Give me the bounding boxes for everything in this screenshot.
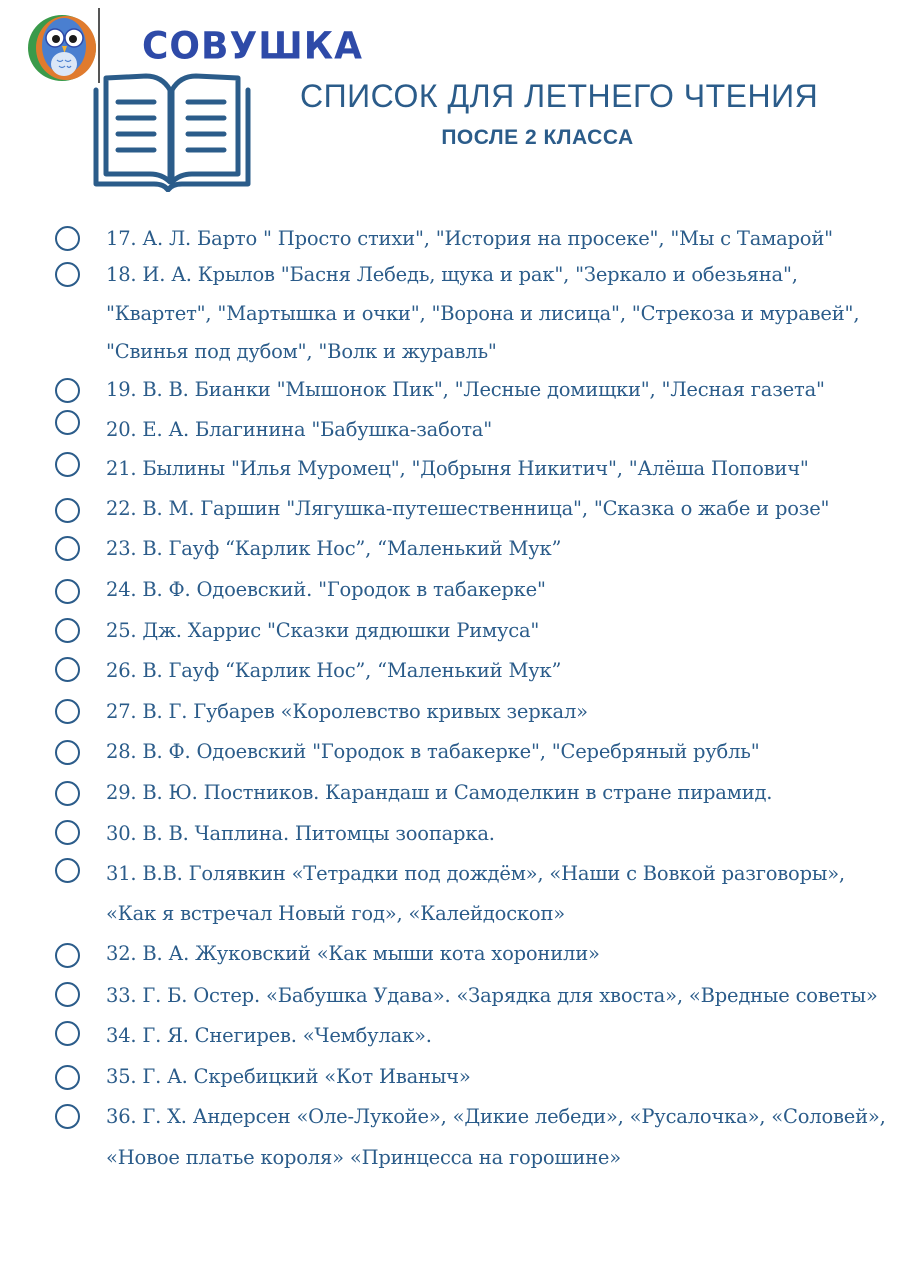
checkbox-circle[interactable]: [55, 226, 80, 251]
list-item-line: 28. В. Ф. Одоевский "Городок в табакерке", "Серебряный рубль": [106, 740, 760, 763]
list-item-line: 18. И. А. Крылов "Басня Лебедь, щука и рак", "Зеркало и обезьяна",: [106, 263, 798, 286]
brand-name: СОВУШКА: [142, 24, 363, 69]
list-item-line: "Квартет", "Мартышка и очки", "Ворона и лисица", "Стрекоза и муравей",: [106, 302, 860, 325]
checkbox-circle[interactable]: [55, 820, 80, 845]
list-item-line: 17. А. Л. Барто " Просто стихи", "История на просеке", "Мы с Тамарой": [106, 227, 833, 250]
list-item-line: «Новое платье короля» «Принцесса на горошине»: [106, 1146, 622, 1169]
list-item-line: 24. В. Ф. Одоевский. "Городок в табакерке": [106, 578, 546, 601]
list-item-line: 36. Г. Х. Андерсен «Оле-Лукойе», «Дикие лебеди», «Русалочка», «Соловей»,: [106, 1105, 886, 1128]
list-item-line: 20. Е. А. Благинина "Бабушка-забота": [106, 418, 492, 441]
list-item-line: 35. Г. А. Скребицкий «Кот Иваныч»: [106, 1065, 471, 1088]
list-item-line: 23. В. Гауф “Карлик Нос”, “Маленький Мук”: [106, 537, 562, 560]
checkbox-circle[interactable]: [55, 982, 80, 1007]
list-item-line: 29. В. Ю. Постников. Карандаш и Самоделкин в стране пирамид.: [106, 781, 773, 804]
checkbox-circle[interactable]: [55, 452, 80, 477]
list-item-line: 33. Г. Б. Остер. «Бабушка Удава». «Зарядка для хвоста», «Вредные советы»: [106, 984, 878, 1007]
list-item-line: 21. Былины "Илья Муромец", "Добрыня Никитич", "Алёша Попович": [106, 457, 809, 480]
page-subtitle: ПОСЛЕ 2 КЛАССА: [441, 126, 634, 149]
checkbox-circle[interactable]: [55, 410, 80, 435]
list-item-line: 22. В. М. Гаршин "Лягушка-путешественница", "Сказка о жабе и розе": [106, 497, 830, 520]
list-item-line: 34. Г. Я. Снегирев. «Чембулак».: [106, 1024, 432, 1047]
checkbox-circle[interactable]: [55, 536, 80, 561]
checkbox-circle[interactable]: [55, 579, 80, 604]
checkbox-circle[interactable]: [55, 1021, 80, 1046]
list-item-line: 31. В.В. Голявкин «Тетрадки под дождём», «Наши с Вовкой разговоры»,: [106, 862, 845, 885]
list-item-line: 30. В. В. Чаплина. Питомцы зоопарка.: [106, 822, 495, 845]
checkbox-circle[interactable]: [55, 657, 80, 682]
checkbox-circle[interactable]: [55, 740, 80, 765]
checkbox-circle[interactable]: [55, 858, 80, 883]
list-item-line: 25. Дж. Харрис "Сказки дядюшки Римуса": [106, 619, 540, 642]
list-item-line: «Как я встречал Новый год», «Калейдоскоп»: [106, 902, 565, 925]
list-item-line: "Свинья под дубом", "Волк и журавль": [106, 340, 497, 363]
checkbox-circle[interactable]: [55, 699, 80, 724]
checkbox-circle[interactable]: [55, 618, 80, 643]
list-item-line: 26. В. Гауф “Карлик Нос”, “Маленький Мук”: [106, 659, 562, 682]
checkbox-circle[interactable]: [55, 378, 80, 403]
page-title: СПИСОК ДЛЯ ЛЕТНЕГО ЧТЕНИЯ: [300, 78, 819, 114]
checkbox-circle[interactable]: [55, 262, 80, 287]
list-item-line: 27. В. Г. Губарев «Королевство кривых зеркал»: [106, 700, 588, 723]
list-item-line: 32. В. А. Жуковский «Как мыши кота хоронили»: [106, 942, 600, 965]
checkbox-circle[interactable]: [55, 1104, 80, 1129]
checkbox-circle[interactable]: [55, 1065, 80, 1090]
checkbox-circle[interactable]: [55, 498, 80, 523]
checkbox-circle[interactable]: [55, 943, 80, 968]
list-item-line: 19. В. В. Бианки "Мышонок Пик", "Лесные домищки", "Лесная газета": [106, 378, 825, 401]
checkbox-circle[interactable]: [55, 781, 80, 806]
